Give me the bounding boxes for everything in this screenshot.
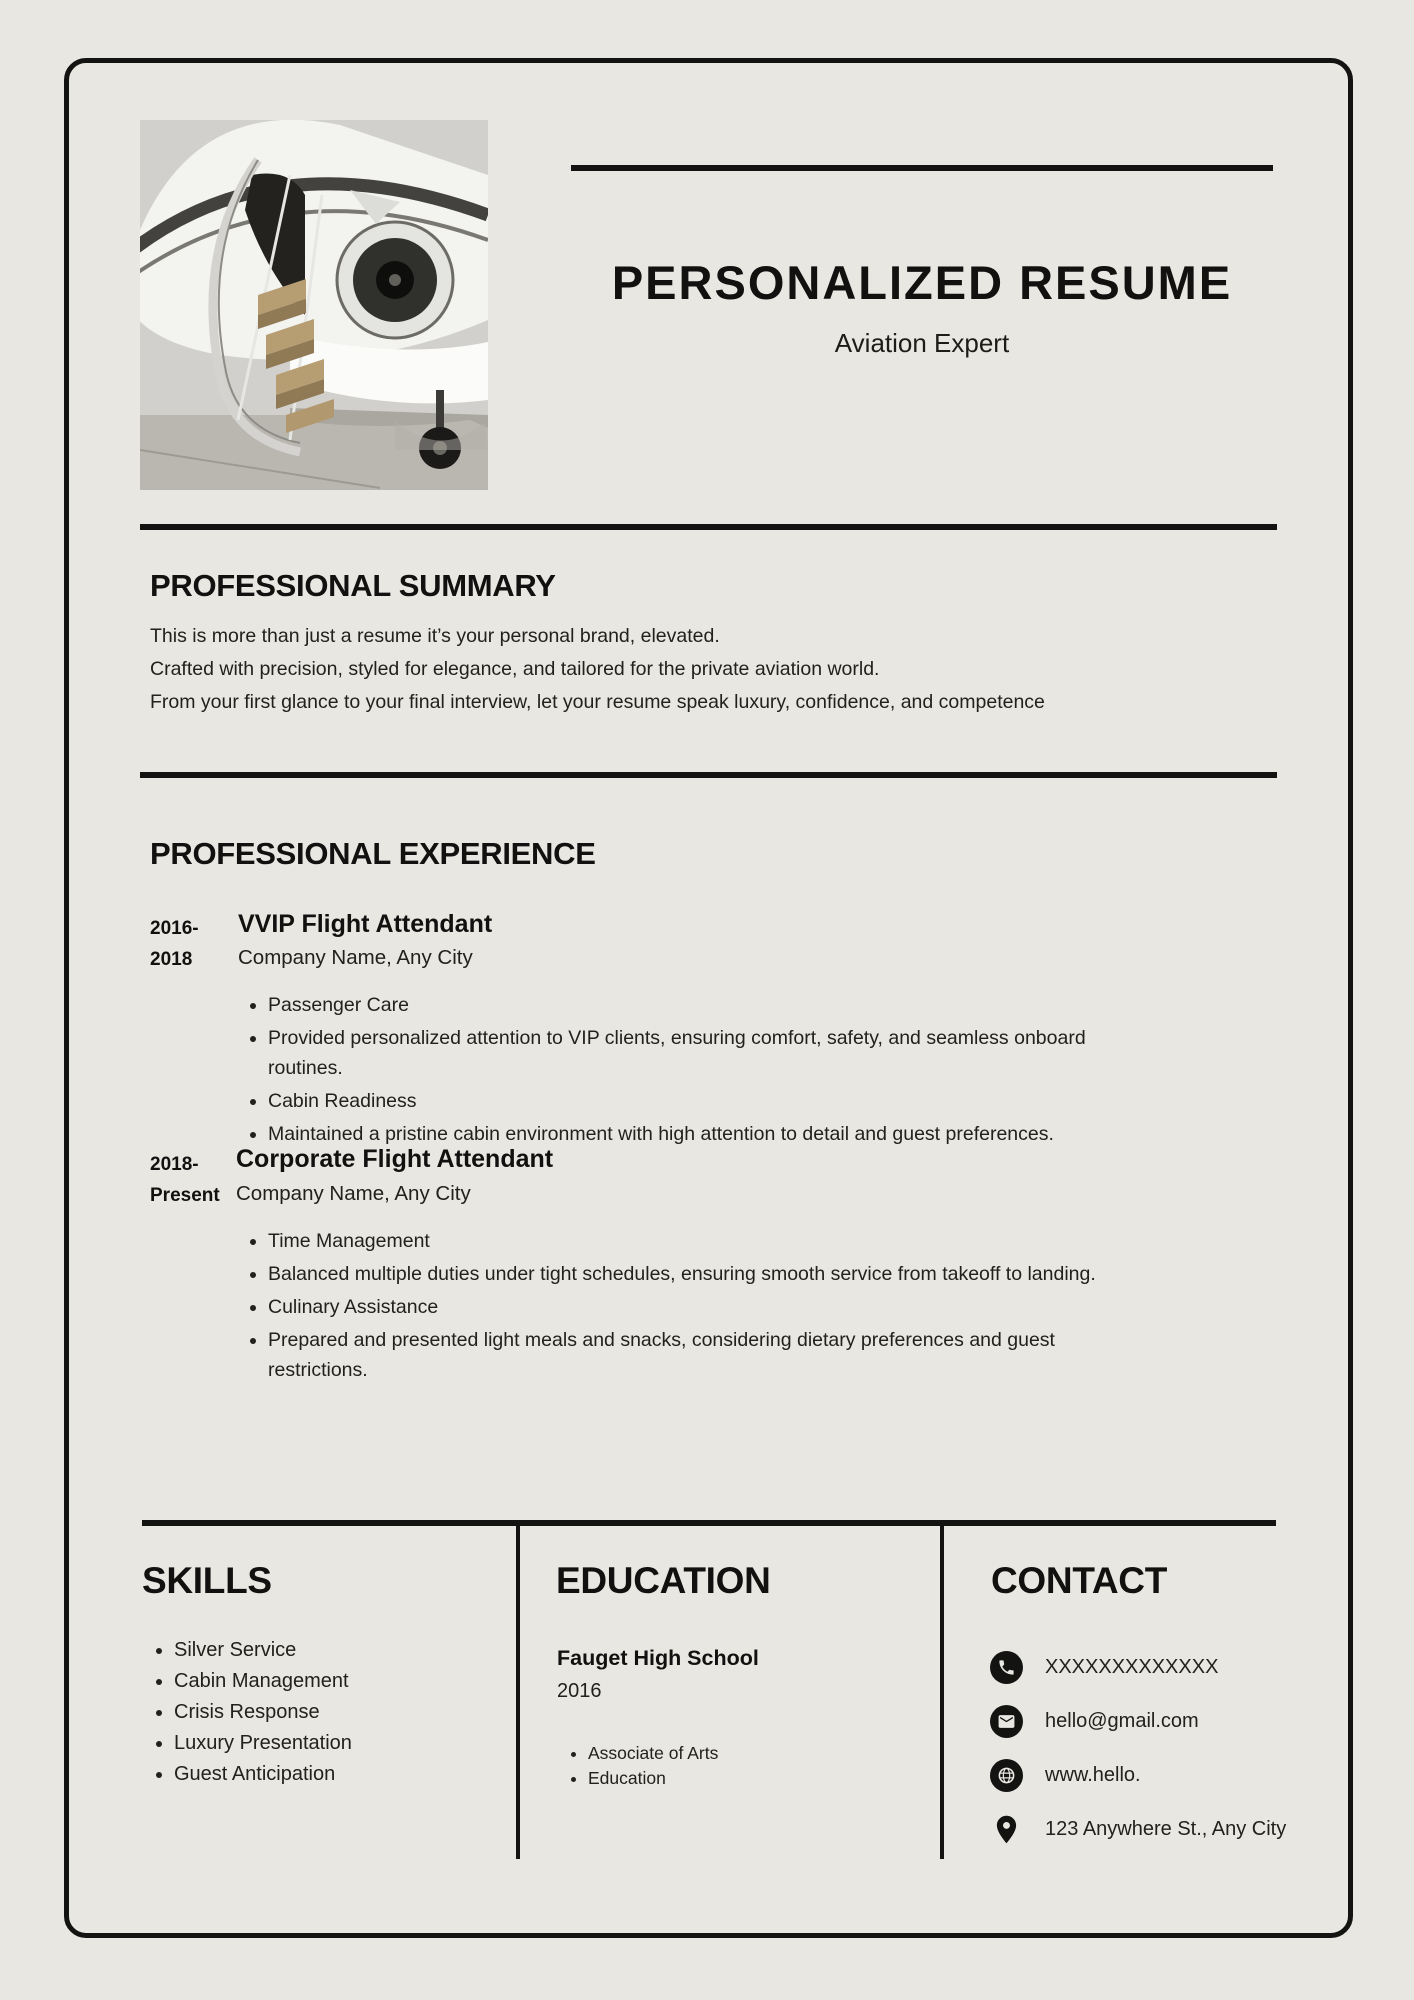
job-bullet: • Provided personalized attention to VIP clients, ensuring comfort, safety, and seamless onboard routines. <box>268 1023 1148 1083</box>
skill-item: • Crisis Response <box>174 1702 352 1723</box>
skills-heading: SKILLS <box>142 1560 272 1601</box>
education-list <box>568 1744 718 1794</box>
summary-text <box>150 620 1055 719</box>
globe-icon <box>990 1759 1023 1792</box>
page-subtitle: Aviation Expert <box>834 328 1010 358</box>
contact-heading: CONTACT <box>991 1560 1168 1601</box>
contact-row-address <box>990 1812 1286 1846</box>
job-bullet: • Cabin Readiness <box>268 1086 1148 1116</box>
summary-line: Crafted with precision, styled for elegance, and tailored for the private aviation world. <box>150 658 880 680</box>
experience-heading: PROFESSIONAL EXPERIENCE <box>150 836 596 871</box>
jet-photo-illustration <box>140 120 488 490</box>
job-bullet: • Balanced multiple duties under tight schedules, ensuring smooth service from takeoff to landing. <box>268 1259 1148 1289</box>
summary-heading: PROFESSIONAL SUMMARY <box>150 568 556 603</box>
job-bullet-list <box>244 990 1148 1152</box>
summary-line: From your first glance to your final interview, let your resume speak luxury, confidence, and competence <box>150 691 1045 713</box>
job-bullet: • Time Management <box>268 1226 1148 1256</box>
education-heading: EDUCATION <box>556 1560 771 1601</box>
job-bullet: • Maintained a pristine cabin environment with high attention to detail and guest preferences. <box>268 1119 1148 1149</box>
header-rule <box>571 165 1273 171</box>
contact-email: hello@gmail.com <box>1045 1709 1199 1732</box>
job-bullet: • Culinary Assistance <box>268 1292 1148 1322</box>
contact-website: www.hello. <box>1045 1763 1141 1786</box>
job-title: VVIP Flight Attendant <box>238 910 493 938</box>
contact-row-website <box>990 1758 1286 1792</box>
section-divider <box>142 1520 1276 1526</box>
contact-address: 123 Anywhere St., Any City <box>1045 1817 1287 1840</box>
column-divider <box>516 1521 520 1859</box>
contact-phone: XXXXXXXXXXXXX <box>1045 1655 1219 1678</box>
education-school: Fauget High School <box>557 1646 759 1670</box>
job-title: Corporate Flight Attendant <box>236 1145 554 1173</box>
section-divider <box>140 524 1277 530</box>
job-dates-line: 2018 <box>150 949 193 970</box>
education-item: • Education <box>588 1769 718 1787</box>
education-year: 2016 <box>557 1680 602 1702</box>
email-icon <box>990 1705 1023 1738</box>
skill-item: • Luxury Presentation <box>174 1733 352 1754</box>
job-bullet: • Passenger Care <box>268 990 1148 1020</box>
education-item: • Associate of Arts <box>588 1744 718 1762</box>
location-icon <box>990 1813 1023 1846</box>
header <box>571 165 1273 359</box>
column-divider <box>940 1521 944 1859</box>
section-divider <box>140 772 1277 778</box>
job-dates-line: 2018- <box>150 1154 199 1175</box>
skill-item: • Guest Anticipation <box>174 1764 352 1785</box>
job-dates-line: Present <box>150 1185 220 1206</box>
skills-list <box>152 1640 352 1795</box>
skill-item: • Cabin Management <box>174 1671 352 1692</box>
skill-item: • Silver Service <box>174 1640 352 1661</box>
job-company: Company Name, Any City <box>238 946 473 969</box>
job-company: Company Name, Any City <box>236 1182 471 1205</box>
job-bullet-list <box>244 1226 1148 1388</box>
jet-photo <box>140 120 488 490</box>
contact-rows <box>990 1650 1286 1866</box>
job-bullet: • Prepared and presented light meals and snacks, considering dietary preferences and guest restrictions. <box>268 1325 1148 1385</box>
phone-icon <box>990 1651 1023 1684</box>
contact-row-email <box>990 1704 1286 1738</box>
job-dates-line: 2016- <box>150 918 199 939</box>
job-dates <box>150 1149 220 1211</box>
summary-line: This is more than just a resume it’s your personal brand, elevated. <box>150 625 720 647</box>
job-dates <box>150 913 199 975</box>
page-title: PERSONALIZED RESUME <box>611 256 1233 309</box>
contact-row-phone <box>990 1650 1286 1684</box>
